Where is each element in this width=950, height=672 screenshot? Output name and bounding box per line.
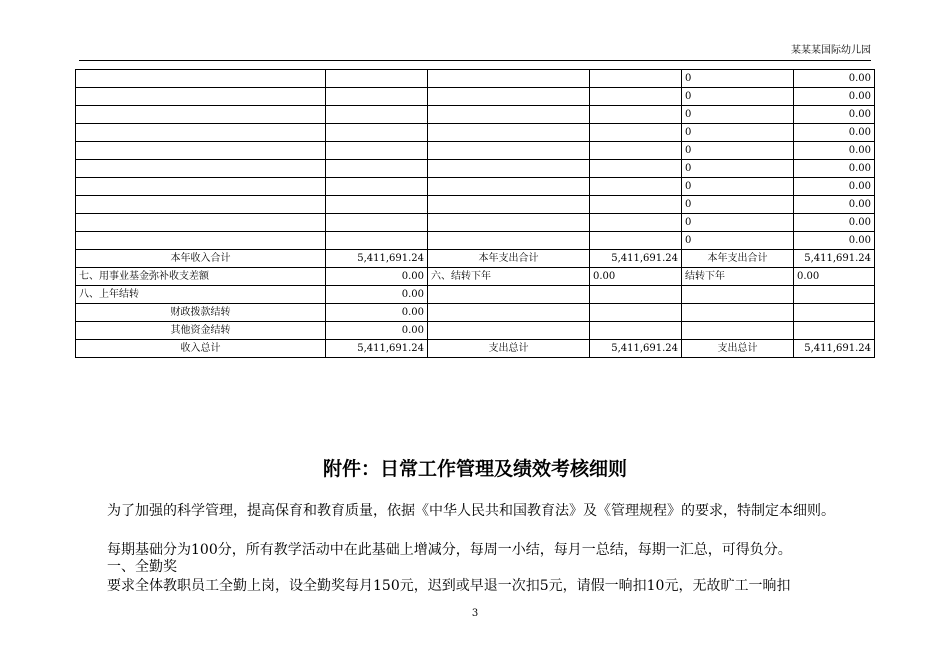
header-rule — [79, 60, 871, 61]
table-cell: 0 — [682, 70, 794, 88]
table-row-fund-balance — [76, 268, 875, 286]
table-cell: 0 — [682, 196, 794, 214]
table-cell: 5,411,691.24 — [590, 340, 682, 358]
table-row — [76, 88, 875, 106]
table-row — [76, 106, 875, 124]
table-cell: 八、上年结转 — [76, 286, 326, 304]
table-cell: 0.00 — [794, 196, 875, 214]
table-row — [76, 178, 875, 196]
table-cell: 0.00 — [794, 142, 875, 160]
section-heading-attendance: 一、全勤奖 — [107, 559, 177, 575]
table-cell: 0.00 — [590, 268, 682, 286]
table-cell: 结转下年 — [682, 268, 794, 286]
paragraph-attendance-rule: 要求全体教职员工全勤上岗，设全勤奖每月150元，迟到或早退一次扣5元，请假一晌扣10元，无故旷工一晌扣 — [107, 578, 791, 594]
table-row — [76, 124, 875, 142]
table-cell: 0.00 — [326, 304, 428, 322]
table-cell: 0.00 — [794, 232, 875, 250]
table-cell: 0 — [682, 214, 794, 232]
paragraph-intro: 为了加强的科学管理，提高保育和教育质量，依据《中华人民共和国教育法》及《管理规程》的要求，特制定本细则。 — [107, 503, 835, 519]
table-row-other-carryover — [76, 322, 875, 340]
table-cell: 0.00 — [326, 268, 428, 286]
table-row — [76, 160, 875, 178]
header-org-name: 某某某国际幼儿园 — [791, 45, 871, 56]
table-row — [76, 196, 875, 214]
table-row — [76, 142, 875, 160]
table-cell: 本年支出合计 — [682, 250, 794, 268]
table-cell: 支出总计 — [682, 340, 794, 358]
table-cell: 0.00 — [794, 268, 875, 286]
table-row-fiscal-carryover — [76, 304, 875, 322]
table-cell: 财政拨款结转 — [76, 304, 326, 322]
table-cell: 0 — [682, 232, 794, 250]
table-cell: 0 — [682, 160, 794, 178]
table-row — [76, 232, 875, 250]
table-row — [76, 214, 875, 232]
table-cell: 0 — [682, 88, 794, 106]
table-row-income-total-year — [76, 250, 875, 268]
table-cell: 支出总计 — [428, 340, 590, 358]
table-cell: 5,411,691.24 — [794, 250, 875, 268]
table-cell: 0.00 — [326, 286, 428, 304]
table-cell: 六、结转下年 — [428, 268, 590, 286]
paragraph-base-score: 每期基础分为100分，所有教学活动中在此基础上增减分，每周一小结，每月一总结，每期一汇总，可得负分。 — [107, 542, 792, 558]
table-cell: 5,411,691.24 — [326, 340, 428, 358]
document-title: 附件：日常工作管理及绩效考核细则 — [322, 458, 627, 480]
table-cell: 5,411,691.24 — [326, 250, 428, 268]
page-number: 3 — [471, 608, 479, 619]
table-cell: 0.00 — [794, 88, 875, 106]
table-cell: 0 — [682, 178, 794, 196]
table-cell: 0.00 — [794, 70, 875, 88]
table-cell: 0.00 — [794, 214, 875, 232]
table-cell: 5,411,691.24 — [794, 340, 875, 358]
table-row-prior-year — [76, 286, 875, 304]
table-cell: 本年收入合计 — [76, 250, 326, 268]
table-cell: 收入总计 — [76, 340, 326, 358]
table-cell: 0.00 — [326, 322, 428, 340]
table-cell: 0.00 — [794, 124, 875, 142]
table-cell: 0.00 — [794, 160, 875, 178]
table-cell: 七、用事业基金弥补收支差额 — [76, 268, 326, 286]
table-cell: 其他资金结转 — [76, 322, 326, 340]
table-row-grand-total — [76, 340, 875, 358]
table-cell: 0 — [682, 106, 794, 124]
table-cell: 0.00 — [794, 178, 875, 196]
table-cell: 0 — [682, 124, 794, 142]
table-cell: 0.00 — [794, 106, 875, 124]
table-row — [76, 70, 875, 88]
table-cell: 5,411,691.24 — [590, 250, 682, 268]
financial-table — [75, 69, 875, 358]
table-cell: 0 — [682, 142, 794, 160]
table-cell: 本年支出合计 — [428, 250, 590, 268]
